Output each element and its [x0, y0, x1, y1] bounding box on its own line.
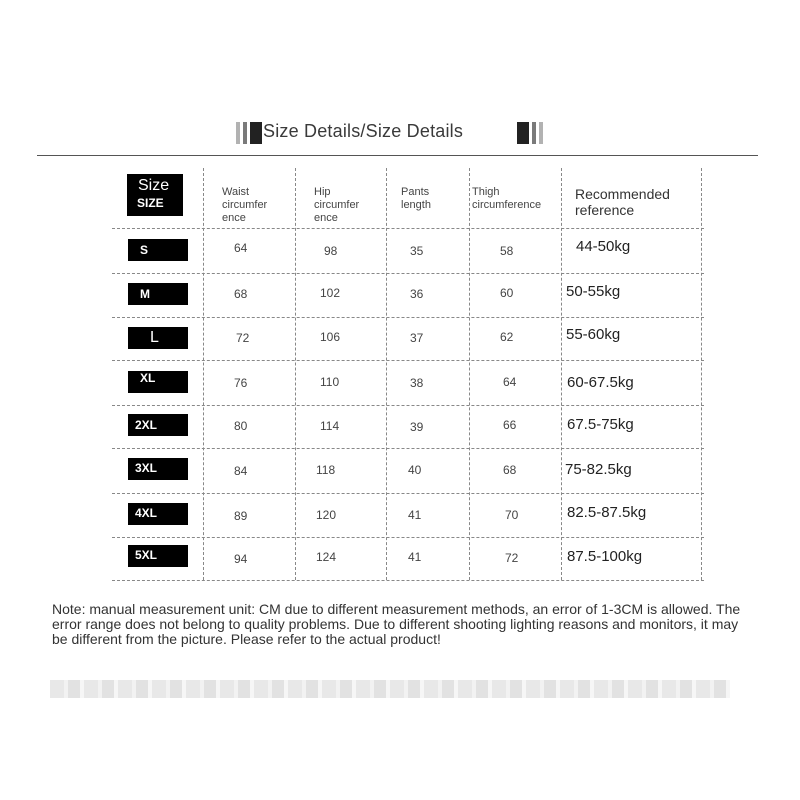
pants-value: 37: [410, 331, 424, 345]
pants-value: 40: [408, 463, 422, 477]
column-divider: [295, 168, 296, 580]
size-badge: XL: [128, 371, 188, 393]
pants-value: 39: [410, 420, 424, 434]
row-divider: [112, 405, 704, 406]
thigh-value: 66: [503, 418, 517, 432]
waist-value: 80: [234, 419, 248, 433]
column-divider: [469, 168, 470, 580]
size-badge: 4XL: [128, 503, 188, 525]
hip-value: 118: [316, 463, 336, 477]
recommended-value: 50-55kg: [566, 283, 621, 300]
page-title: Size Details/Size Details: [263, 121, 464, 141]
pants-value: 36: [410, 287, 424, 301]
size-badge: S: [128, 239, 188, 261]
pants-value: 38: [410, 376, 424, 390]
measurement-note: Note: manual measurement unit: CM due to different measurement methods, an error of 1-3CM is allowed. The error range does not belong to quality problems. Due to different shooting lighting reasons and monitors, it may be different from the picture. Please refer to the actual product!: [52, 601, 741, 647]
thigh-value: 62: [500, 330, 514, 344]
header-recommended: Recommended reference: [575, 186, 670, 218]
waist-value: 72: [236, 331, 250, 345]
title-divider: [37, 155, 758, 156]
pants-value: 35: [410, 244, 424, 258]
size-badge: 5XL: [128, 545, 188, 567]
row-divider: [112, 317, 704, 318]
waist-value: 68: [234, 287, 248, 301]
hip-value: 124: [316, 550, 337, 564]
row-divider: [112, 273, 704, 274]
thigh-value: 60: [500, 286, 514, 300]
size-header-badge: [127, 174, 183, 216]
recommended-value: 75-82.5kg: [565, 461, 632, 478]
waist-value: 84: [234, 464, 248, 478]
recommended-value: 67.5-75kg: [567, 416, 634, 433]
row-divider: [112, 493, 704, 494]
hip-value: 98: [324, 244, 338, 258]
hip-value: 120: [316, 508, 337, 522]
thigh-value: 72: [505, 551, 519, 565]
recommended-value: 82.5-87.5kg: [567, 504, 647, 521]
size-badge: 3XL: [128, 458, 188, 480]
waist-value: 89: [234, 509, 248, 523]
size-badge: 2XL: [128, 414, 188, 436]
thigh-value: 68: [503, 463, 517, 477]
column-divider: [701, 168, 702, 580]
title-decoration-right: [517, 122, 547, 144]
title-decoration-left: [236, 122, 266, 144]
waist-value: 76: [234, 376, 248, 390]
hip-value: 114: [320, 419, 340, 433]
size-header-label: Size: [138, 177, 170, 194]
row-divider: [112, 360, 704, 361]
title-bar: [0, 118, 800, 148]
size-badge: L: [128, 327, 188, 349]
header-pants-length: Pants length: [401, 186, 431, 211]
decorative-blur-strip: [50, 680, 730, 698]
pants-value: 41: [408, 550, 422, 564]
row-divider: [112, 580, 704, 581]
row-divider: [112, 537, 704, 538]
column-divider: [203, 168, 204, 580]
hip-value: 110: [320, 375, 340, 389]
thigh-value: 58: [500, 244, 514, 258]
size-header-sublabel: SIZE: [137, 196, 164, 210]
header-waist: Waist circumfer ence: [222, 186, 268, 224]
column-divider: [386, 168, 387, 580]
size-badge: M: [128, 283, 188, 305]
pants-value: 41: [408, 508, 422, 522]
recommended-value: 44-50kg: [576, 238, 631, 255]
waist-value: 64: [234, 241, 248, 255]
recommended-value: 60-67.5kg: [567, 374, 634, 391]
hip-value: 102: [320, 286, 341, 300]
recommended-value: 55-60kg: [566, 326, 621, 343]
header-thigh: Thigh circumference: [472, 186, 542, 211]
header-hip: Hip circumfer ence: [314, 186, 360, 224]
waist-value: 94: [234, 552, 248, 566]
hip-value: 106: [320, 330, 341, 344]
row-divider: [112, 228, 704, 229]
thigh-value: 70: [505, 508, 519, 522]
row-divider: [112, 448, 704, 449]
thigh-value: 64: [503, 375, 517, 389]
recommended-value: 87.5-100kg: [567, 548, 643, 565]
